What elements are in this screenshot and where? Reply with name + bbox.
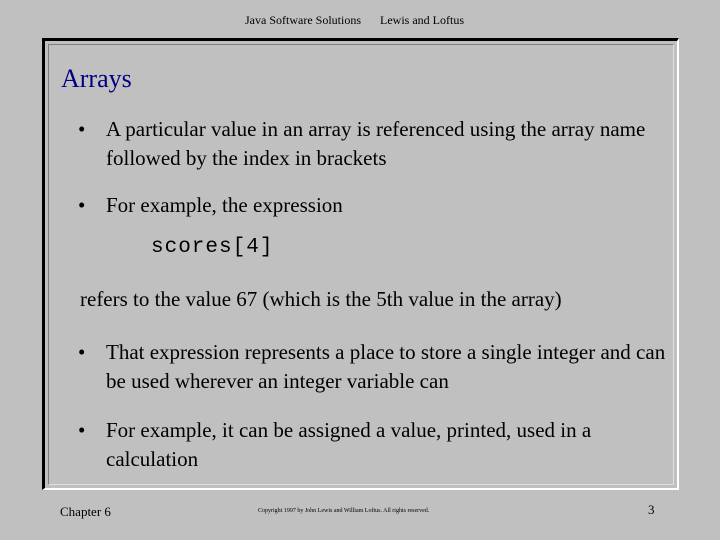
explanation-text: refers to the value 67 (which is the 5th value in the array) <box>80 287 562 311</box>
bullet-item-2 <box>78 191 676 220</box>
footer-copyright: Copyright 1997 by John Lewis and William Loftus. All rights reserved. <box>258 508 430 514</box>
slide-header <box>0 13 720 29</box>
bullet-text: For example, the expression <box>106 193 343 217</box>
bullet-dot: • <box>78 418 86 442</box>
footer-page-number: 3 <box>648 502 655 517</box>
slide-title: Arrays <box>61 64 132 93</box>
bullet-item-3 <box>78 338 676 396</box>
bullet-dot: • <box>78 193 86 217</box>
bullet-text: That expression represents a place to store a single integer and can be used wherever an integer variable can <box>106 340 666 393</box>
header-book-title: Java Software Solutions <box>245 13 361 27</box>
code-expression: scores[4] <box>151 236 274 259</box>
header-authors: Lewis and Loftus <box>380 13 464 27</box>
bullet-item-4 <box>78 416 676 474</box>
bullet-item-1 <box>78 115 676 173</box>
bullet-text: For example, it can be assigned a value, printed, used in a calculation <box>106 418 592 471</box>
footer-chapter: Chapter 6 <box>60 504 111 519</box>
bullet-dot: • <box>78 340 86 364</box>
bullet-dot: • <box>78 117 86 141</box>
bullet-text: A particular value in an array is referenced using the array name followed by the index in brackets <box>106 117 646 170</box>
